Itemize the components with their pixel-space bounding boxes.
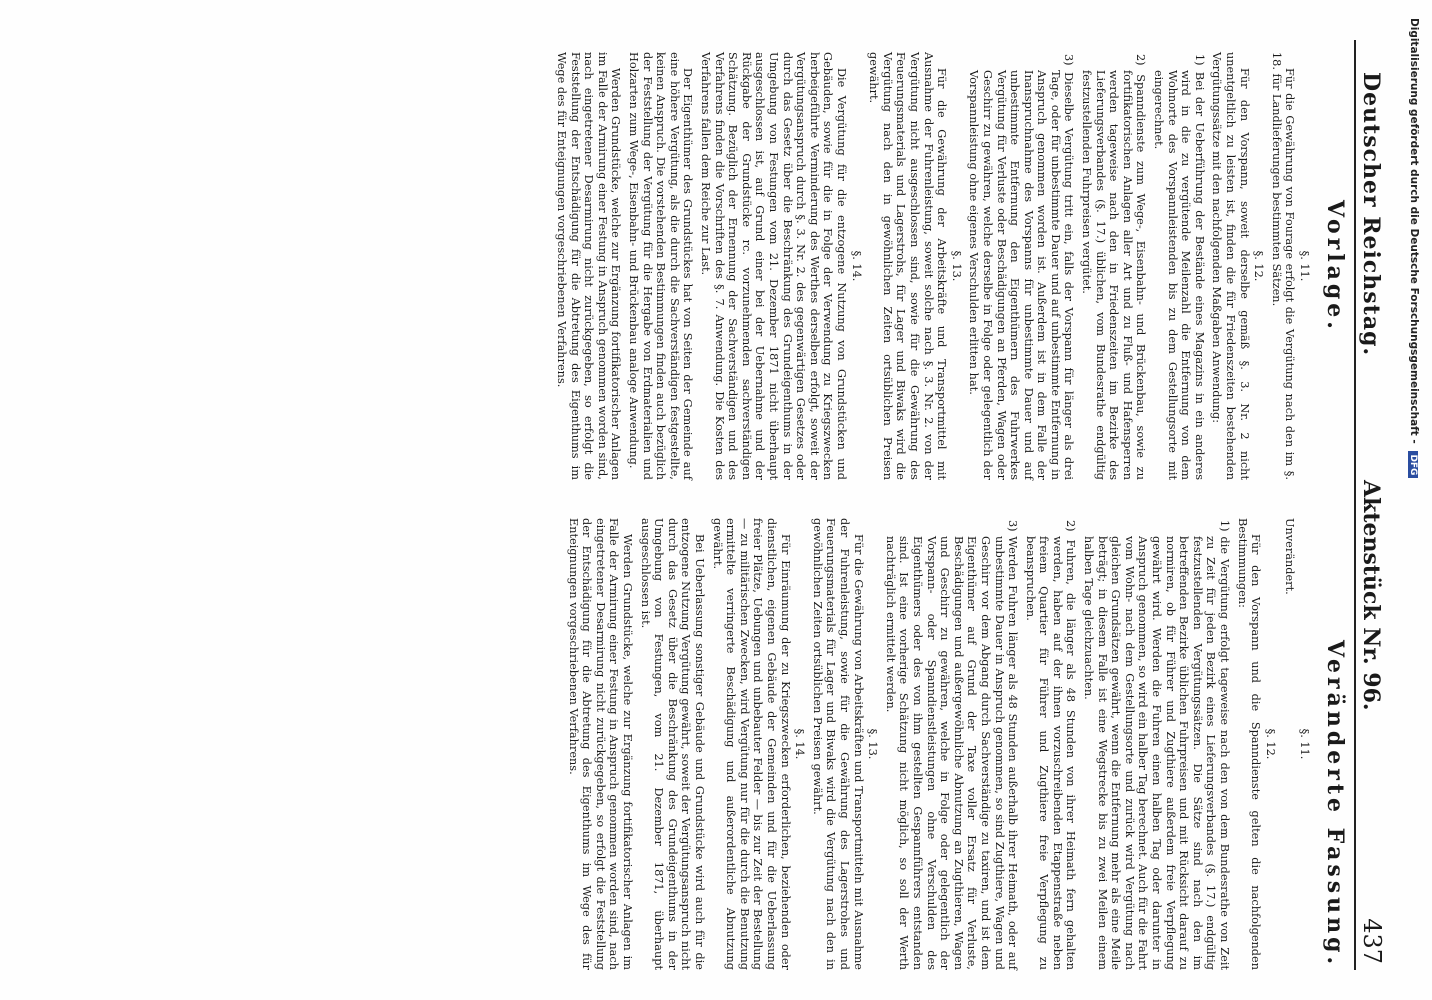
- section-heading: §. 13.: [949, 250, 963, 282]
- paragraph: Die Vergütung für die entzogene Nutzung von Grundstücken und Gebäuden, sowie für die in Folge der Verwendung zu Kriegszwecken herbeigeführte Verminderung des Werthes derselben erfolgt, soweit der Vergütungsanspruch durch §. 3. Nr. 2. des gegenwärtigen Gesetzes oder durch das Gesetz über die Beschränkung des Grundeigenthums in der Umgebung von Festungen vom 21. Dezember 1871 nicht überhaupt ausgeschlossen ist, auf Grund einer bei der Uebernahme und der Rückgabe der Grundstücke rc. vorzunehmenden sachverständigen Schätzung. Bezüglich der Ernennung der Sachverständigen und des Verfahrens finden die Vorschriften des §. 7. Anwendung. Die Kosten des Verfahrens fallen dem Reiche zur Last.: [699, 52, 848, 480]
- section-heading: §. 11.: [1298, 728, 1311, 760]
- paragraph: Bei Ueberlassung sonstiger Gebäude und Grundstücke wird auch für die entzogene Nutzung Vergütung gewährt, soweit der Vergütungsanspruch nicht durch das Gesetz über die Beschränkung des Grundeigenthums in der Umgebung von Festungen, vom 21. Dezember 1871, überhaupt ausgeschlossen ist.: [638, 518, 707, 970]
- header-title: Deutscher Reichstag.: [1358, 72, 1384, 357]
- right-column: [562, 518, 1314, 970]
- list-item: 2) Fuhren, die länger als 48 Stunden von ihrer Heimath fern gehalten werden, haben auf der ihnen vorzuschreibenden Etappenstraße neben freiem Quartier für Führer und Zugthiere freie Verpflegung zu beanspruchen.: [1023, 520, 1078, 970]
- list-item: 2) Spanndienste zum Wege-, Eisenbahn- und Brückenbau, sowie zu fortifikatorischen Anlagen aller Art und zu Fluß- und Hafensperren werden tageweise nach den in Friedenszeiten im Bezirke des Lieferungsverbandes (§. 17.) üblichen, vom Bundesrathe endgültig festzustellenden Fuhrpreisen vergütet.: [1080, 54, 1148, 480]
- digitization-note: Digitalisierung gefördert durch die Deutsche Forschungsgemeinschaft -: [1408, 18, 1420, 444]
- list-item: 1) die Vergütung erfolgt tageweise nach den von dem Bundesrathe von Zeit zu Zeit für jeden Bezirk eines Lieferungsverbandes (§. 17.) endgültig festzustellenden Vergütungssätzen. Die Sätze sind nach den im betreffenden Bezirke üblichen Fuhrpreisen und mit Rücksicht darauf zu normiren, ob für Führer und Zugthiere außerdem freie Verpflegung gewährt wird. Werden die Fuhren einen halben Tag oder darunter in Anspruch genommen, so wird ein halber Tag berechnet. Auch für die Fahrt vom Wohn- nach dem Gestellungsorte und zurück wird Vergütung nach gleichen Grundsätzen gewährt, wenn die Entfernung mehr als eine Meile beträgt; in diesem Falle ist eine Wegstrecke bis zu zwei Meilen einem halben Tage gleichzuachten.: [1082, 520, 1232, 970]
- section-heading: §. 12.: [1263, 728, 1277, 760]
- section-heading: §. 14.: [849, 250, 863, 282]
- paragraph: Für Einräumung der zu Kriegszwecken erforderlichen, beziehenden oder dienstlichen, eigenen Gebäude der Gemeinden und für die Ueberlassung freier Plätze, Uebungen und unbebauter Felder — bis zur Zeit der Bestellung — zu militärischen Zwecken, wird Vergütung nur für die durch die Benutzung ermittelte verringerte Beschädigung und außerordentliche Abnutzung gewährt.: [710, 518, 792, 970]
- paragraph: Für die Gewährung von Arbeitskräften und Transportmitteln mit Ausnahme der Fuhrenleistung, sowie für die Gewährung des Lagerstrohes und Feuerungsmaterials für Lager und Biwaks wird die Vergütung nach den in gewöhnlichen Zeiten ortsüblichen Preisen gewährt.: [810, 518, 865, 970]
- section-heading: §. 14.: [793, 728, 807, 760]
- paragraph: Für die Gewährung der Arbeitskräfte und Transportmittel mit Ausnahme der Fuhrenleistung, soweit solche nach §. 3. Nr. 2. von der Vergütung nicht ausgeschlossen sind, sowie für die Gewährung des Feuerungsmaterials und Lagerstrohs, für Lager und Biwaks wird die Vergütung nach den in gewöhnlichen Zeiten ortsüblichen Preisen gewährt.: [867, 52, 949, 480]
- paragraph: Werden Grundstücke, welche zur Ergänzung fortifikatorischer Anlagen im Falle der Armirung einer Festung in Anspruch genommen worden sind, nach eingetretener Desarmirung nicht zurückgegeben, so erfolgt die Feststellung der Entschädigung für die Abtretung des Eigenthums im Wege des für Enteignungen vorgeschriebenen Verfahrens.: [555, 52, 623, 480]
- dfg-logo: DFG: [1408, 451, 1418, 478]
- paragraph: Für den Vorspann, soweit derselbe gemäß §. 3. Nr. 2 nicht unentgeltlich zu leisten ist, finden die für Friedenszeiten bestehenden Vergütungssätze mit den nachfolgenden Maßgaben Anwendung:: [1210, 52, 1251, 480]
- left-column-title: Vorlage.: [1322, 200, 1348, 333]
- paragraph: Unverändert.: [1283, 518, 1297, 595]
- page-number: 437: [1358, 918, 1386, 964]
- header-document-number: Aktenstück Nr. 96.: [1358, 480, 1384, 711]
- right-column-title: Veränderte Fassung.: [1322, 640, 1348, 969]
- left-column: [551, 52, 1314, 480]
- section-heading: §. 13.: [866, 728, 880, 760]
- list-item: 3) Dieselbe Vergütung tritt ein, falls der Vorspann für länger als drei Tage, oder für unbestimmte Dauer und auf unbestimmte Entfernung in Anspruch genommen worden ist. Außerdem ist in dem Falle der Inanspruchnahme des Vorspanns für unbestimmte Dauer und auf unbestimmte Entfernung den Eigenthümern des Fuhrwerkes Vergütung für Verluste oder Beschädigungen an Pferden, Wagen oder Geschirr zu gewähren, welche derselbe in Folge oder gelegentlich der Vorspannleistung ohne eigenes Verschulden erlitten hat.: [967, 54, 1076, 480]
- list-item: 1) Bei der Ueberführung der Bestände eines Magazins in ein anderes wird in die zu vergütende Meilenzahl die Entfernung von dem Wohnorte des Vorspannleistenden bis zu dem Gestellungsorte mit eingerechnet.: [1152, 54, 1206, 480]
- list-item: 3) Werden Fuhren länger als 48 Stunden außerhalb ihrer Heimath, oder auf unbestimmte Dauer in Anspruch genommen, so sind Zugthiere, Wagen und Geschirr vor dem Abgang durch Sachverständige zu taxiren, und ist dem Eigenthümer auf Grund der Taxe voller Ersatz für Verluste, Beschädigungen und außergewöhnliche Abnutzung an Zugthieren, Wagen und Geschirr zu gewähren, welche in Folge oder gelegentlich der Vorspann- oder Spanndienstleistungen ohne Verschulden des Eigenthümers oder des von ihm gestellten Gespannführers entstanden sind. Ist eine vorherige Schätzung nicht möglich, so soll der Werth nachträglich ermittelt werden.: [883, 520, 1020, 970]
- paragraph: Werden Grundstücke, welche zur Ergänzung fortifikatorischer Anlagen im Falle der Armirung einer Festung in Anspruch genommen worden sind, nach eingetretener Desarmirung nicht zurückgegeben, so erfolgt die Feststellung der Entschädigung für die Abtretung des Eigenthums im Wege des für Enteignungen vorgeschriebenen Verfahrens.: [566, 518, 635, 970]
- paragraph: Für den Vorspann und die Spanndienste gelten die nachfolgenden Bestimmungen:: [1235, 518, 1263, 970]
- section-heading: §. 11.: [1298, 250, 1311, 282]
- section-heading: §. 12.: [1252, 250, 1266, 282]
- paragraph: Für die Gewährung von Fourage erfolgt die Vergütung nach den im §. 18. für Landlieferungen bestimmten Sätzen.: [1269, 52, 1297, 480]
- digitization-footer: [1392, 0, 1432, 1000]
- paragraph: Der Eigenthümer des Grundstückes hat von Seiten der Gemeinde auf eine höhere Vergütung, als die durch die Sachverständigen festgestellte, keinen Anspruch. Die vorstehenden Bestimmungen finden auch bezüglich der Feststellung der Vergütung für die Hergabe von Erdmaterialien und Holzarten zum Wege-, Eisenbahn- und Brückenbau analoge Anwendung.: [627, 52, 695, 480]
- page-header: [1354, 40, 1390, 970]
